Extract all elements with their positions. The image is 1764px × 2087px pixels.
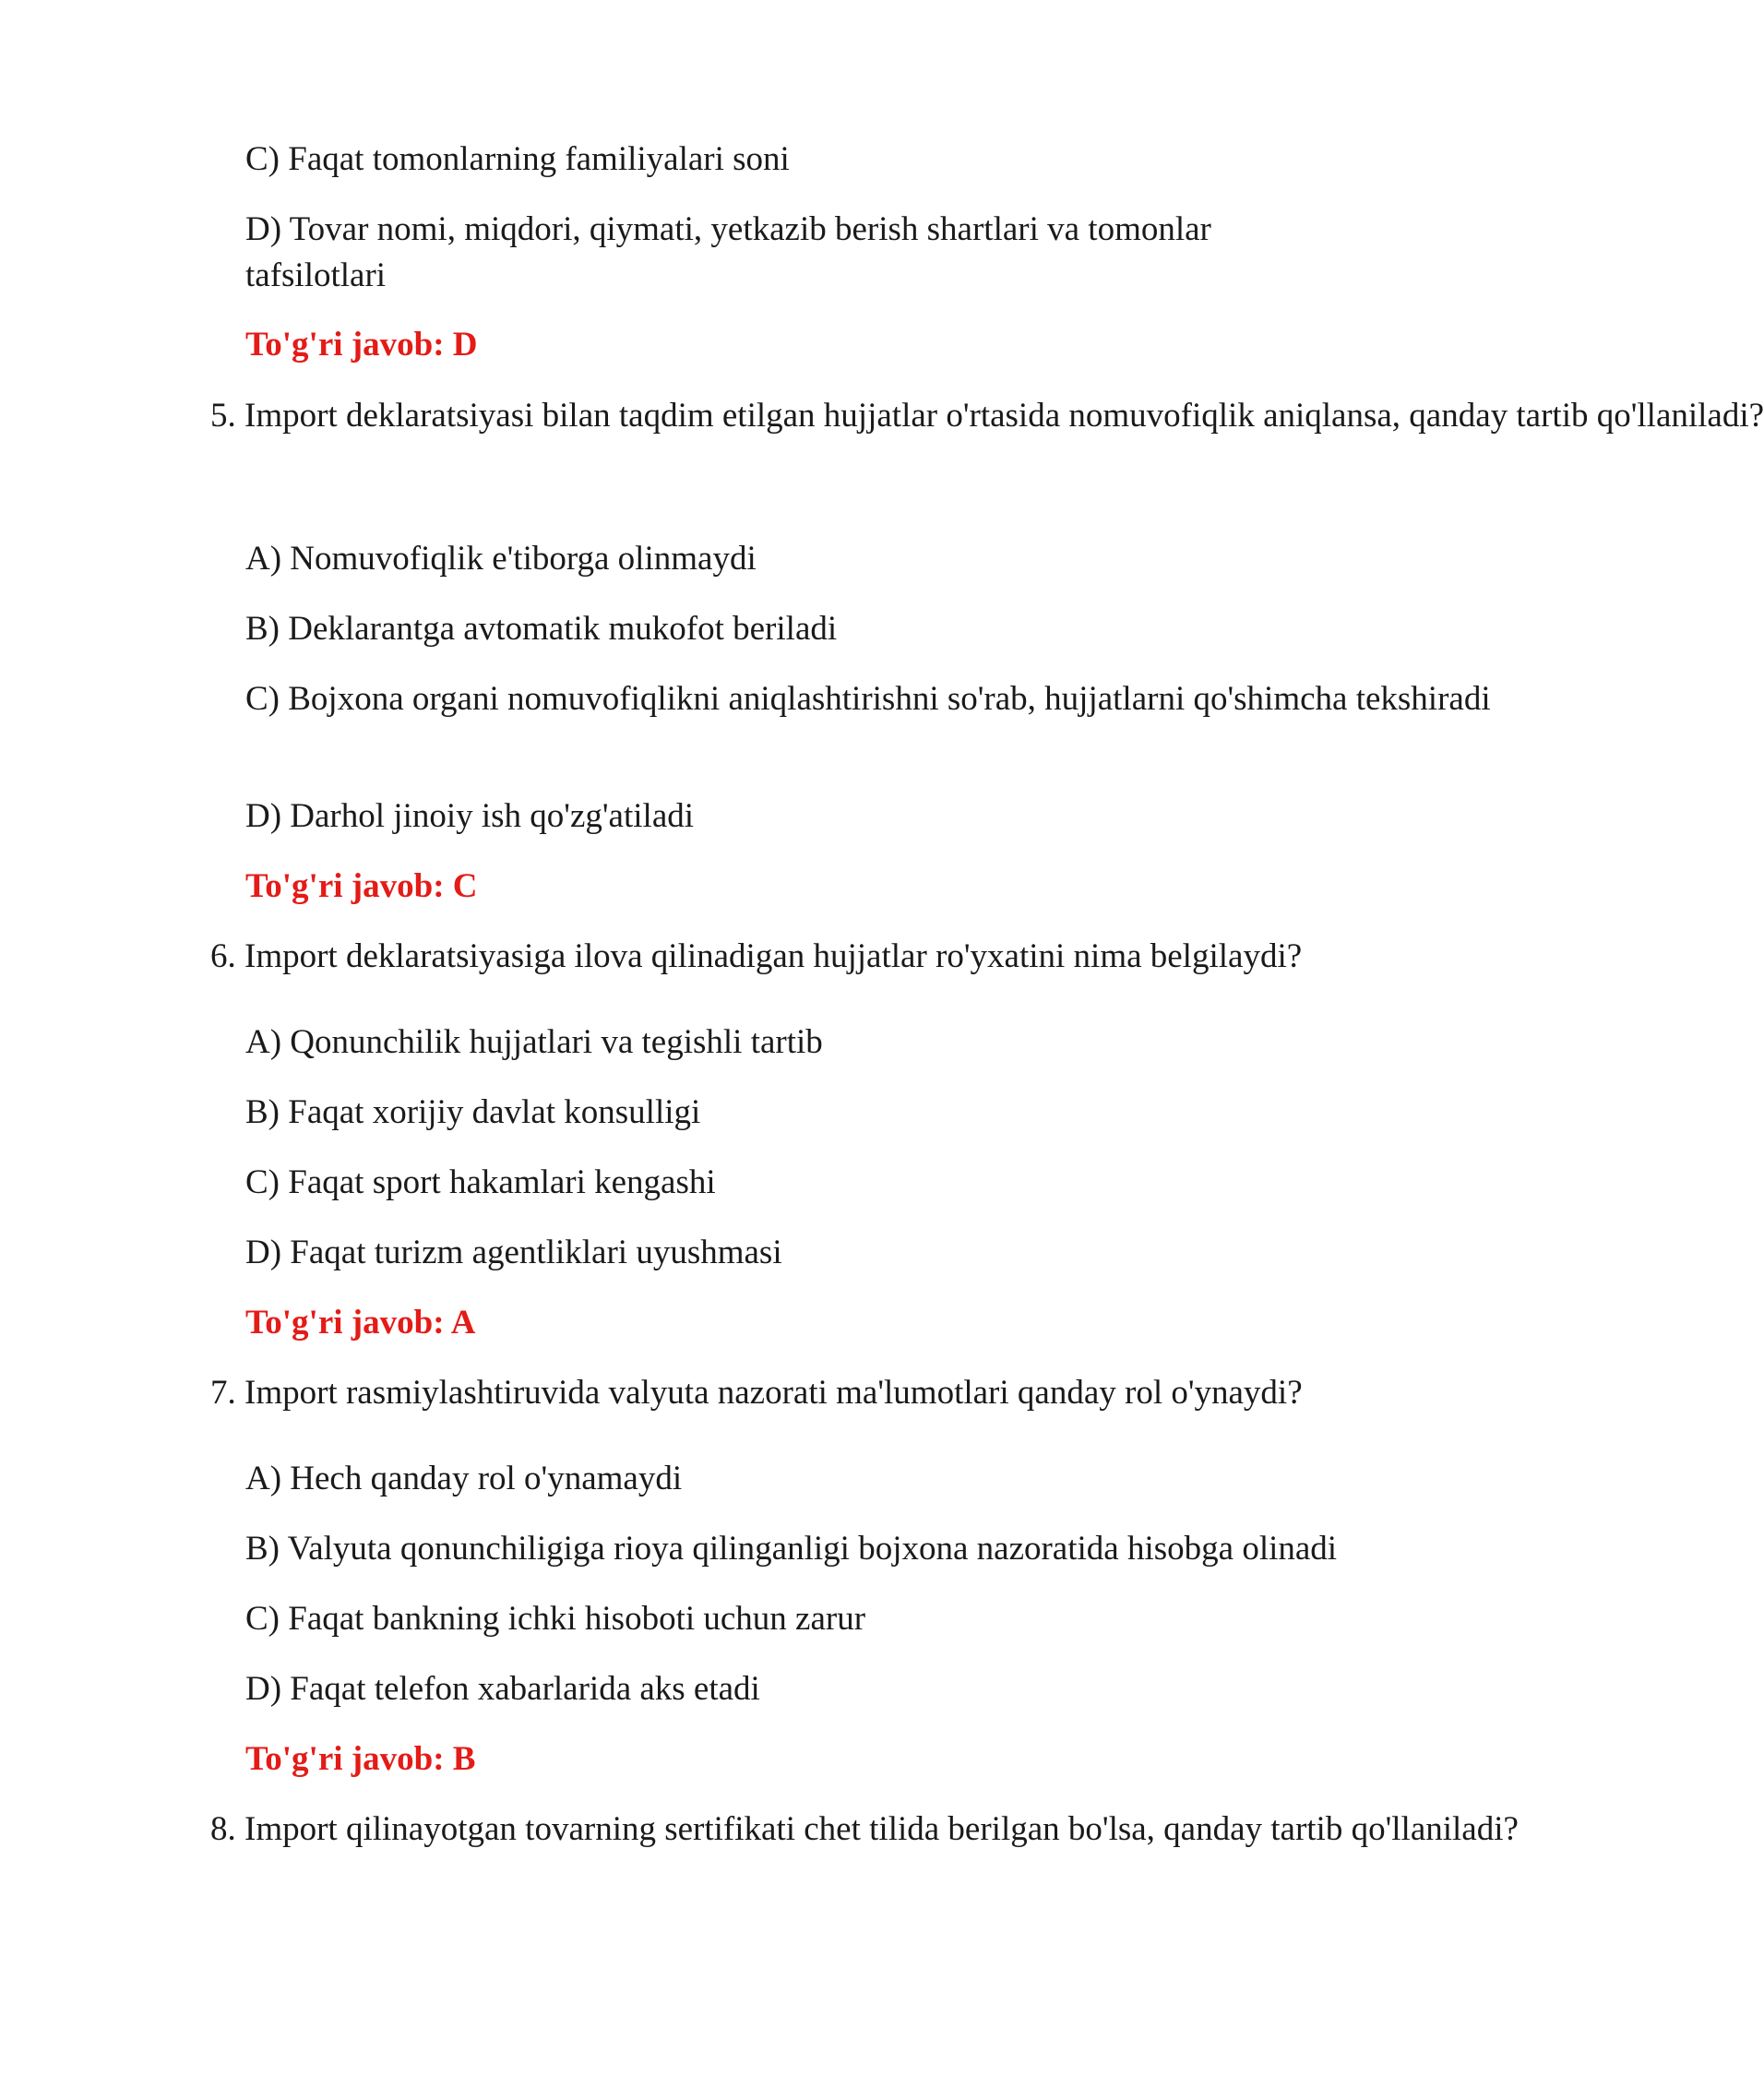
- option-a: A) Qonunchilik hujjatlari va tegishli tartib: [245, 1023, 823, 1061]
- option-b: B) Valyuta qonunchiligiga rioya qilinganligi bojxona nazoratida hisobga olinadi: [245, 1530, 1338, 1568]
- option-d: D) Faqat telefon xabarlarida aks etadi: [245, 1670, 760, 1708]
- question-6-text: 6. Import deklaratsiyasiga ilova qilinadigan hujjatlar ro'yxatini nima belgilaydi?: [210, 937, 1303, 975]
- option-a: A) Hech qanday rol o'ynamaydi: [245, 1460, 683, 1497]
- option-b: B) Faqat xorijiy davlat konsulligi: [245, 1093, 701, 1131]
- option-c: C) Faqat tomonlarning familiyalari soni: [245, 140, 790, 178]
- option-a: A) Nomuvofiqlik e'tiborga olinmaydi: [245, 540, 757, 578]
- question-7-text: 7. Import rasmiylashtiruvida valyuta nazorati ma'lumotlari qanday rol o'ynaydi?: [210, 1374, 1303, 1412]
- option-c: C) Faqat sport hakamlari kengashi: [245, 1163, 716, 1201]
- option-c: C) Faqat bankning ichki hisoboti uchun zarur: [245, 1600, 866, 1638]
- text-line: 8. Import qilinayotgan tovarning sertifikati chet tilida berilgan bo'lsa, qanday tartib qo'llaniladi?: [210, 1810, 1519, 1848]
- text-line: tafsilotlari: [245, 256, 387, 294]
- option-d: D) Faqat turizm agentliklari uyushmasi: [245, 1234, 782, 1271]
- option-d: D) Darhol jinoiy ish qo'zg'atiladi: [245, 797, 695, 835]
- correct-answer: To'g'ri javob: A: [245, 1304, 476, 1342]
- text-line: 5. Import deklaratsiyasi bilan taqdim etilgan hujjatlar o'rtasida nomuvofiqlik aniqlansa, qanday tartib qo'llaniladi?: [210, 397, 1764, 435]
- correct-answer: To'g'ri javob: B: [245, 1740, 476, 1778]
- text-line: C) Bojxona organi nomuvofiqlikni aniqlashtirishni so'rab, hujjatlarni qo'shimcha tekshiradi: [245, 680, 1491, 718]
- correct-answer: To'g'ri javob: D: [245, 326, 478, 364]
- correct-answer: To'g'ri javob: C: [245, 867, 478, 905]
- option-b: B) Deklarantga avtomatik mukofot beriladi: [245, 610, 838, 648]
- text-line: D) Tovar nomi, miqdori, qiymati, yetkazib berish shartlari va tomonlar: [245, 210, 1211, 248]
